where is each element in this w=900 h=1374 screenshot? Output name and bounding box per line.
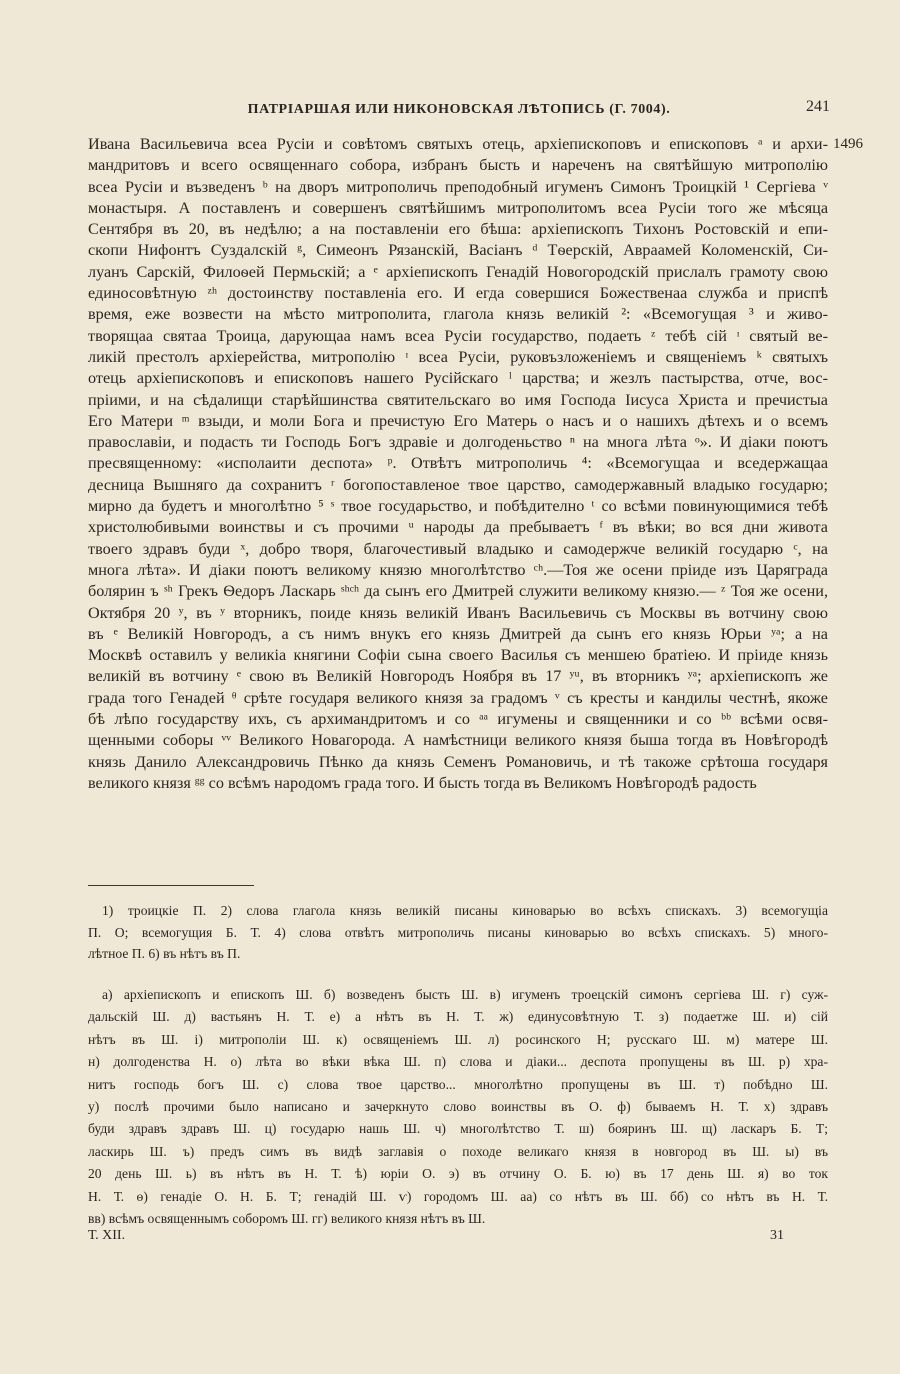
text-line: всеа Русіи и възведенъ ᵇ на дворъ митрополичь преподобный игуменъ Симонъ Троицкій ¹ Сергіева ᵛ	[88, 177, 828, 196]
text-line: Его Матери ᵐ взыди, и моли Бога и пречистую Его Матерь о насъ и о нашихъ дѣтехъ и о всемъ	[88, 411, 828, 430]
main-text	[88, 134, 828, 794]
margin-year: 1496	[833, 136, 863, 152]
text-line: луанъ Сарскій, Филоѳей Пермьскій; а ᵉ архіепископъ Генадій Новогородскій прислалъ грамоту свою	[88, 262, 828, 281]
text-line: твоего здравъ буди ˣ, добро творя, благочестивый владыко и самодержче великій государю ᶜ, на	[88, 539, 828, 558]
text-line: Сентября въ 20, въ недѣлю; а на поставленіи его бѣша: архіепископъ Тихонъ Ростовскій и епи-	[88, 220, 828, 239]
text-line: время, еже возвести на мѣсто митрополита, глагола князь великій ²: «Всемогущая ³ и живо-	[88, 305, 828, 324]
signature-mark: 31	[770, 1228, 784, 1243]
text-line: нѣтъ въ Ш. і) митрополіи Ш. к) освященіемъ Ш. л) росинского Н; русскаго Ш. м) матере Ш.	[88, 1031, 828, 1047]
text-line: ликій престолъ архіерейства, митрополію ᶦ всеа Русіи, руковъзложеніемъ и священіемъ ᵏ святыхъ	[88, 347, 828, 366]
page-header	[88, 100, 830, 118]
text-line: болярин ъ ˢʰ Грекъ Ѳедоръ Ласкарь ˢʰᶜʰ да сынъ его Дмитрей служити великому князю.— ᶻ Тоя же осени,	[88, 582, 828, 601]
text-line: дальскій Ш. д) вастьянъ Н. Т. е) а нѣтъ въ Н. Т. ж) единусовѣтную Т. з) подаетже Ш. и) сій	[88, 1009, 828, 1025]
text-line: Н. Т. ѳ) генадіе О. Н. Б. Т; генадій Ш. ѵ) городомъ Ш. аа) со нѣтъ въ Ш. бб) со нѣтъ въ Н. Т.	[88, 1188, 828, 1204]
text-line: бѣ лѣпо государству ихъ, съ архимандритомъ и со ᵃᵃ игумены и священники и со ᵇᵇ всѣми освя-	[88, 710, 828, 729]
text-line: великій въ вотчину ᵉ свою въ Великій Новгородъ Ноября въ 17 ʸᵘ, въ вторникъ ʸᵃ; архіепископъ же	[88, 667, 828, 686]
text-line: единосовѣтную ᶻʰ достоинству поставленіа его. И егда совершися Божественаа служба и приспѣ	[88, 284, 828, 303]
text-line: вв) всѣмъ освященнымъ соборомъ Ш. гг) великого князя нѣтъ въ Ш.	[88, 1211, 486, 1227]
text-line: отець архіепископовъ и епископовъ нашего Русійскаго ˡ царства; и жезлъ пастырства, отче, вос-	[88, 369, 828, 388]
text-line: 20 день Ш. ь) въ нѣтъ въ Н. Т. ѣ) юріи О. э) въ отчину О. Б. ю) въ 17 день Ш. я) во ток	[88, 1166, 828, 1182]
text-line: 1) троицкіе П. 2) слова глагола князь великій писаны киноварью во всѣхъ спискахъ. 3) всемогущіа	[102, 903, 828, 918]
text-line: пріими, и на сѣдалищи старѣйшинства святительскаго во имя Господа Іисуса Христа и пречистыа	[88, 390, 828, 409]
text-line: великого князя ᵍᵍ со всѣмъ народомъ града того. И бысть тогда въ Великомъ Новѣгородѣ радость	[88, 773, 757, 792]
text-line: скопи Нифонтъ Суздалскій ᵍ, Симеонъ Рязанскій, Васіанъ ᵈ Тѳерскій, Авраамей Коломенскій, Си-	[88, 241, 828, 260]
text-line: князь Данило Александровичь Пѣнко да князь Семенъ Романовичь, и тѣ такоже срѣтоша государя	[88, 752, 828, 771]
text-line: монастыря. А поставленъ и совершенъ святѣйшимъ митрополитомъ всеа Русіи того же мѣсяца	[88, 198, 828, 217]
text-line: нитъ господь богъ Ш. с) слова твое царство... многолѣтно пропущены въ Ш. т) побѣдно Ш.	[88, 1076, 828, 1092]
text-line: десница Вышняго да сохранитъ ʳ богопоставленое твое царство, самодержавный владыко государю;	[88, 475, 828, 494]
text-line: христолюбивыми воинствы и съ прочими ᵘ народы да пребываетъ ᶠ въ вѣки; во вся дни живота	[88, 518, 828, 537]
text-line: у) послѣ прочими было написано и зачеркнуто слово воинствы въ О. ф) бываемъ Н. Т. х) здравъ	[88, 1099, 828, 1115]
volume-label: Т. XII.	[88, 1228, 126, 1243]
text-line: буди здравъ здравъ Ш. ц) государю нашь Ш. ч) многолѣтство Т. ш) бояринъ Ш. щ) ласкаръ Б. Т;	[88, 1121, 828, 1137]
running-title: ПАТРІАРШАЯ ИЛИ НИКОНОВСКАЯ ЛѢТОПИСЬ (Г. 7004).	[247, 102, 671, 117]
text-line: П. О; всемогущия Б. Т. 4) слова отвѣтъ митрополичь писаны киноварью во всѣхъ спискахъ. 5) много-	[88, 924, 828, 940]
text-line: ласкирь Ш. ъ) предъ симъ въ видѣ заглавія о походе великаго князя в новгород въ Ш. ы) въ	[88, 1143, 828, 1159]
text-line: а) архіепископъ и епископъ Ш. б) возведенъ бысть Ш. в) игуменъ троецскій симонъ сергіева Ш. г) суж-	[102, 987, 828, 1002]
text-line: Октября 20 ʸ, въ ʸ вторникъ, поиде князь великій Иванъ Васильевичь съ Москвы въ вотчину свою	[88, 603, 828, 622]
page-number: 241	[806, 98, 830, 115]
text-line: лѣтное П. 6) въ нѣтъ въ П.	[88, 946, 241, 962]
text-line: творящаа святаа Троица, дарующаа намъ всеа Русіи государство, подаеть ᶻ тебѣ сій ᶦ святый ве-	[88, 326, 828, 345]
text-line: Москвѣ оставилъ у великіа княгини Софіи сына своего Василья съ меншею братіею. И пріиде князь	[88, 646, 828, 665]
text-line: града того Генадей ᶿ срѣте государя великого князя за градомъ ᵛ съ кресты и кандилы честнѣ, якоже	[88, 688, 828, 707]
footnotes-letter	[88, 984, 828, 1230]
footnotes-numeric	[88, 900, 828, 965]
text-line: мирно да будетъ и многолѣтно ⁵ ˢ твое государьство, и побѣдително ᵗ со всѣми повинующимися тебѣ	[88, 497, 828, 516]
text-line: н) долгоденства Н. о) лѣта во вѣки вѣка Ш. п) слова и діаки... деспота пропущены въ Ш. р) хра-	[88, 1054, 828, 1070]
text-line: православіи, и подасть ти Господь Богъ здравіе и долгоденьство ⁿ на многа лѣта ᵒ». И діаки поютъ	[88, 433, 828, 452]
text-line: мандритовъ и всего освященнаго собора, избранъ бысть и нареченъ на святѣйшую митрополію	[88, 156, 828, 175]
text-line: многа лѣта». И діаки поютъ великому князю многолѣтство ᶜʰ.—Тоя же осени пріиде изъ Царяграда	[88, 560, 828, 579]
text-line: щенными соборы ᵛᵛ Великого Новагорода. А намѣстници великого князя быша тогда въ Новѣгородѣ	[88, 731, 828, 750]
text-line: Ивана Васильевича всеа Русіи и совѣтомъ святыхъ отець, архіепископовъ и епископовъ ᵃ и архи-	[88, 135, 828, 153]
text-line: пресвященному: «исполаити деспота» ᵖ. Отвѣтъ митрополичь ⁴: «Всемогущаа и вседержащаа	[88, 454, 828, 473]
footnote-divider	[88, 885, 254, 886]
text-line: въ ᵉ Великій Новгородъ, а съ нимъ внукъ его князь Дмитрей да сынъ его князь Юрьи ʸᵃ; а на	[88, 624, 828, 643]
